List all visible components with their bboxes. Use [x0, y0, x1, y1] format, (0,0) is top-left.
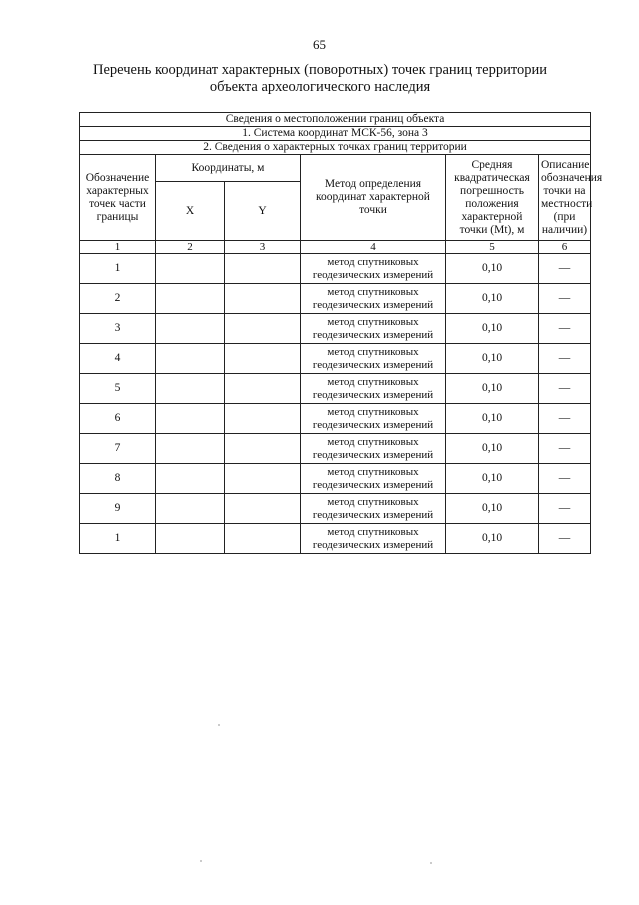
coordinate-x	[156, 524, 225, 554]
column-number: 3	[225, 241, 301, 254]
coordinate-y	[225, 404, 301, 434]
error-value: 0,10	[446, 284, 539, 314]
coordinates-table	[79, 112, 603, 554]
error-value: 0,10	[446, 344, 539, 374]
error-value: 0,10	[446, 464, 539, 494]
error-value: 0,10	[446, 314, 539, 344]
method-cell	[301, 374, 446, 404]
error-value: 0,10	[446, 494, 539, 524]
error-value: 0,10	[446, 434, 539, 464]
coordinate-y	[225, 524, 301, 554]
coordinate-y	[225, 374, 301, 404]
table-row	[80, 464, 591, 494]
method-cell	[301, 494, 446, 524]
column-number: 2	[156, 241, 225, 254]
column-number: 5	[446, 241, 539, 254]
method-line-2: геодезических измерений	[312, 538, 434, 551]
coordinate-y	[225, 254, 301, 284]
coordinate-x	[156, 404, 225, 434]
description-value: —	[539, 404, 591, 434]
method-line-1: метод спутниковых	[327, 435, 419, 448]
scan-speck	[430, 862, 432, 864]
scan-speck	[218, 724, 220, 726]
method-line-2: геодезических измерений	[312, 328, 434, 341]
coordinate-y	[225, 494, 301, 524]
description-value: —	[539, 344, 591, 374]
method-cell	[301, 344, 446, 374]
method-line-1: метод спутниковых	[327, 495, 419, 508]
point-designation: 3	[80, 314, 156, 344]
coordinate-y	[225, 464, 301, 494]
header-description: Описание обозначения точки на местности (при наличии)	[539, 155, 591, 241]
method-line-1: метод спутниковых	[327, 405, 419, 418]
point-designation: 6	[80, 404, 156, 434]
title-line-2: объекта археологического наследия	[209, 79, 431, 95]
method-cell	[301, 434, 446, 464]
point-designation: 7	[80, 434, 156, 464]
method-cell	[301, 254, 446, 284]
table-row	[80, 524, 591, 554]
header-coordinates: Координаты, м	[156, 155, 301, 182]
coordinate-y	[225, 434, 301, 464]
method-line-2: геодезических измерений	[312, 298, 434, 311]
column-number: 6	[539, 241, 591, 254]
error-value: 0,10	[446, 374, 539, 404]
page-number: 65	[313, 37, 326, 52]
coordinate-y	[225, 344, 301, 374]
description-value: —	[539, 374, 591, 404]
section-location-info: Сведения о местоположении границ объекта	[80, 113, 591, 127]
method-line-2: геодезических измерений	[312, 418, 434, 431]
coordinate-x	[156, 344, 225, 374]
description-value: —	[539, 494, 591, 524]
method-line-2: геодезических измерений	[312, 508, 434, 521]
method-line-1: метод спутниковых	[327, 465, 419, 478]
method-line-2: геодезических измерений	[312, 478, 434, 491]
header-x: X	[156, 182, 225, 241]
coordinate-y	[225, 314, 301, 344]
table-row	[80, 404, 591, 434]
section-points-info: 2. Сведения о характерных точках границ территории	[80, 141, 591, 155]
description-value: —	[539, 254, 591, 284]
coordinate-x	[156, 254, 225, 284]
table-row	[80, 314, 591, 344]
point-designation: 2	[80, 284, 156, 314]
column-number: 4	[301, 241, 446, 254]
header-error: Средняя квадратическая погрешность положения характерной точки (Mt), м	[446, 155, 539, 241]
error-value: 0,10	[446, 404, 539, 434]
method-line-1: метод спутниковых	[327, 255, 419, 268]
section-coordinate-system: 1. Система координат МСК-56, зона 3	[80, 127, 591, 141]
scan-speck	[200, 860, 202, 862]
coordinate-x	[156, 494, 225, 524]
method-line-1: метод спутниковых	[327, 345, 419, 358]
table-row	[80, 344, 591, 374]
point-designation: 1	[80, 524, 156, 554]
coordinate-x	[156, 284, 225, 314]
method-cell	[301, 464, 446, 494]
method-cell	[301, 404, 446, 434]
header-method: Метод определения координат характерной точки	[301, 155, 446, 241]
point-designation: 9	[80, 494, 156, 524]
method-line-1: метод спутниковых	[327, 525, 419, 538]
method-line-2: геодезических измерений	[312, 388, 434, 401]
table-row	[80, 434, 591, 464]
table-row	[80, 254, 591, 284]
header-designation: Обозначение характерных точек части границы	[80, 155, 156, 241]
method-line-2: геодезических измерений	[312, 358, 434, 371]
error-value: 0,10	[446, 254, 539, 284]
header-y: Y	[225, 182, 301, 241]
error-value: 0,10	[446, 524, 539, 554]
method-cell	[301, 524, 446, 554]
coordinate-x	[156, 464, 225, 494]
method-line-1: метод спутниковых	[327, 315, 419, 328]
coordinate-y	[225, 284, 301, 314]
method-cell	[301, 314, 446, 344]
method-line-1: метод спутниковых	[327, 375, 419, 388]
coordinate-x	[156, 374, 225, 404]
method-line-1: метод спутниковых	[327, 285, 419, 298]
column-number: 1	[80, 241, 156, 254]
method-line-2: геодезических измерений	[312, 448, 434, 461]
table-row	[80, 284, 591, 314]
description-value: —	[539, 464, 591, 494]
point-designation: 1	[80, 254, 156, 284]
method-line-2: геодезических измерений	[312, 268, 434, 281]
column-number-row	[80, 241, 591, 254]
table-row	[80, 494, 591, 524]
table-row	[80, 374, 591, 404]
title-line-1: Перечень координат характерных (поворотных) точек границ территории	[92, 62, 548, 78]
description-value: —	[539, 524, 591, 554]
coordinate-x	[156, 314, 225, 344]
description-value: —	[539, 284, 591, 314]
point-designation: 5	[80, 374, 156, 404]
description-value: —	[539, 314, 591, 344]
method-cell	[301, 284, 446, 314]
document-title	[70, 62, 570, 96]
point-designation: 4	[80, 344, 156, 374]
point-designation: 8	[80, 464, 156, 494]
description-value: —	[539, 434, 591, 464]
coordinate-x	[156, 434, 225, 464]
